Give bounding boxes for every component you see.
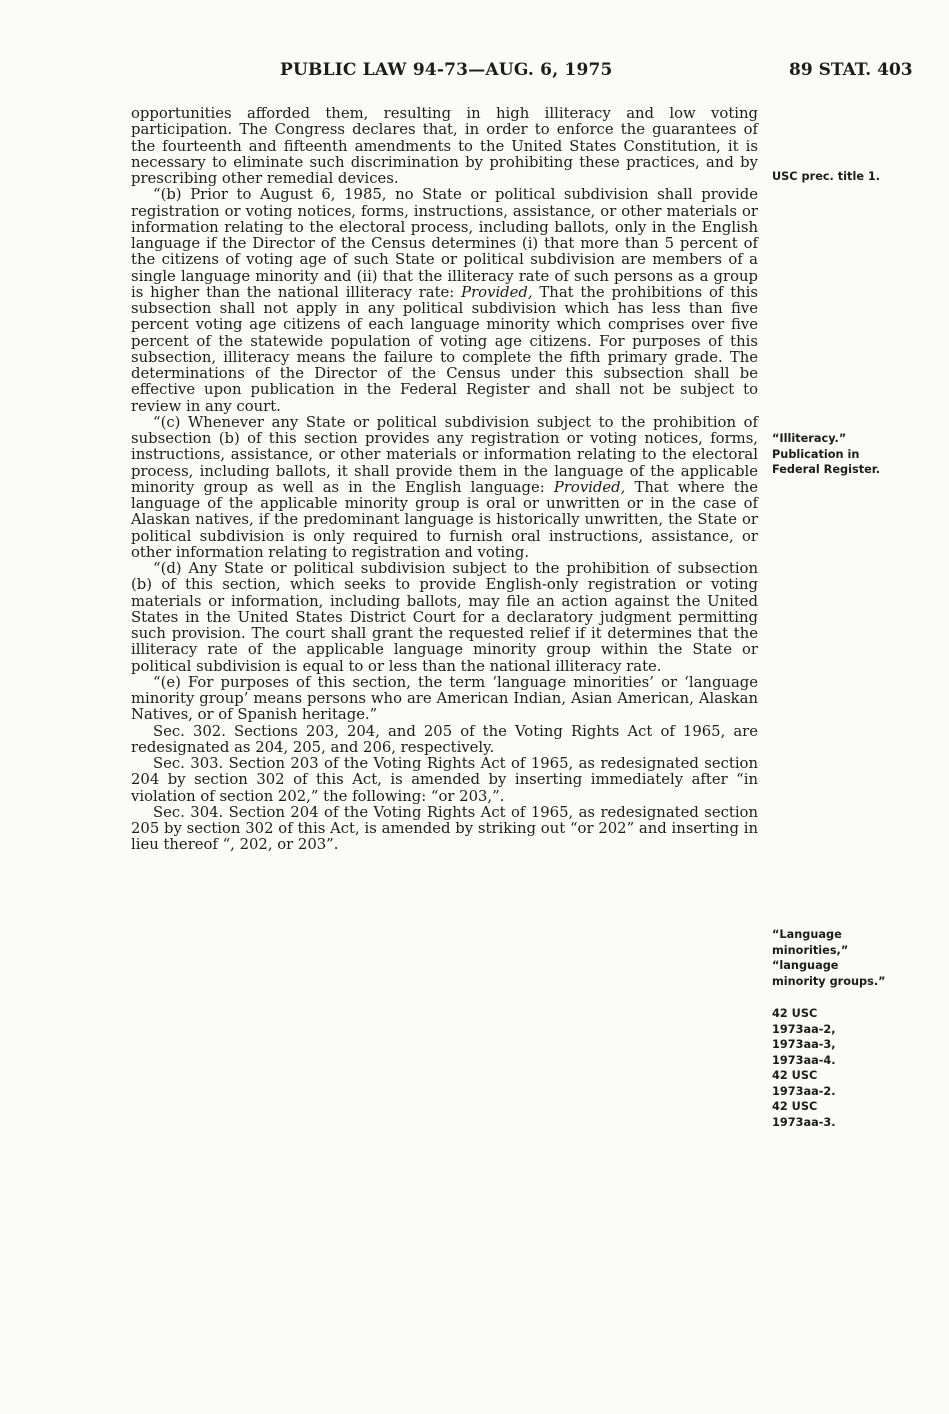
margin-note-line: minority groups.” bbox=[772, 974, 886, 988]
subsection-c-text-b: That where the language of the applicable minority group is oral or unwritten or in the case of Alaskan natives, if the predominant language is historically unwritten, the State or political subdivision is only required to furnish oral instructions, assistance, or other information relating to registration and voting. bbox=[131, 478, 758, 561]
paragraph-subsection-c bbox=[131, 415, 758, 561]
margin-note-line: 42 USC bbox=[772, 1069, 818, 1082]
paragraph-subsection-d: “(d) Any State or political subdivision subject to the prohibition of subsection (b) of this section, which seeks to provide English-only registration or voting materials or information, including ballots, may file an action against the United States in the United States District Court for a declaratory judgment permitting such provision. The court shall grant the requested relief if it determines that the illiteracy rate of the applicable language minority group within the State or political subdivision is equal to or less than the national illiteracy rate. bbox=[131, 560, 758, 675]
margin-note-line: minorities,” bbox=[772, 943, 849, 957]
paragraph-sec-304: Sec. 304. Section 204 of the Voting Rights Act of 1965, as redesignated section 205 by section 302 of this Act, is amended by striking out “or 202” and inserting in lieu thereof “, 202, or 203”. bbox=[131, 803, 758, 854]
paragraph-opening: opportunities afforded them, resulting in high illiteracy and low voting participation. The Congress declares that, in order to enforce the guarantees of the fourteenth and fifteenth amendments to the United States Constitution, it is necessary to eliminate such discrimination by prohibiting these practices, and by prescribing other remedial devices. bbox=[131, 105, 758, 187]
margin-note-line: “Illiteracy.” bbox=[772, 432, 847, 445]
margin-note-language-minorities bbox=[772, 927, 886, 989]
margin-note-line: 1973aa-3. bbox=[772, 1115, 836, 1129]
paragraph-subsection-e: “(e) For purposes of this section, the term ‘language minorities’ or ‘language minority group’ means persons who are American Indian, Asian American, Alaskan Natives, or of Spanish heritage.” bbox=[131, 673, 758, 724]
margin-note-line: 1973aa-2. bbox=[772, 1084, 836, 1098]
page-header-title: PUBLIC LAW 94-73—AUG. 6, 1975 bbox=[280, 60, 613, 80]
subsection-b-proviso: Provided, bbox=[461, 283, 533, 301]
margin-note-illiteracy bbox=[772, 431, 880, 478]
margin-note-line: “Language bbox=[772, 928, 842, 941]
statute-body bbox=[131, 106, 758, 854]
margin-note-line: Federal Register. bbox=[772, 463, 881, 476]
margin-note-line: 42 USC bbox=[772, 1007, 818, 1020]
margin-note-line: 1973aa-3, bbox=[772, 1038, 836, 1051]
subsection-c-text-a: “(c) Whenever any State or political subdivision subject to the prohibition of subsection (b) of this section provides any registration or voting notices, forms, instructions, assistance, or other materials or information relating to the electoral process, including ballots, it shall provide them in the language of the applicable minority group as well as in the English language: bbox=[131, 413, 758, 496]
margin-note-line: 42 USC bbox=[772, 1100, 818, 1113]
margin-note-line: USC prec. title 1. bbox=[772, 170, 881, 183]
page-header-stat: 89 STAT. 403 bbox=[789, 60, 913, 80]
subsection-c-proviso: Provided, bbox=[553, 478, 626, 496]
margin-note-line: “language bbox=[772, 959, 839, 972]
margin-note-citations bbox=[772, 1006, 836, 1130]
margin-note-line: Publication in bbox=[772, 447, 860, 461]
margin-note-line: 1973aa-2, bbox=[772, 1022, 836, 1036]
subsection-b-text-a: “(b) Prior to August 6, 1985, no State or political subdivision shall provide registration or voting notices, forms, instructions, assistance, or other materials or information relating to the electoral process, including ballots, only in the English language if the Director of the Census determines (i) that more than 5 percent of the citizens of voting age of such State or political subdivision are members of a single language minority and (ii) that the illiteracy rate of such persons as a group is higher than the national illiteracy rate: bbox=[131, 186, 758, 301]
subsection-b-text-b: That the prohibitions of this subsection shall not apply in any political subdivision which has less than five percent voting age citizens of each language minority which comprises over five percent of the statewide population of voting age citizens. For purposes of this subsection, illiteracy means the failure to complete the fifth primary grade. The determinations of the Director of the Census under this subsection shall be effective upon publication in the Federal Register and shall not be subject to review in any court. bbox=[131, 283, 758, 415]
margin-note-usc-prec bbox=[772, 169, 880, 185]
paragraph-sec-303: Sec. 303. Section 203 of the Voting Rights Act of 1965, as redesignated section 204 by section 302 of this Act, is amended by inserting immediately after “in violation of section 202,” the following: “or 203,”. bbox=[131, 755, 758, 805]
paragraph-sec-302: Sec. 302. Sections 203, 204, and 205 of the Voting Rights Act of 1965, are redesignated as 204, 205, and 206, respectively. bbox=[131, 722, 758, 756]
margin-note-line: 1973aa-4. bbox=[772, 1053, 836, 1067]
paragraph-subsection-b bbox=[131, 187, 758, 415]
